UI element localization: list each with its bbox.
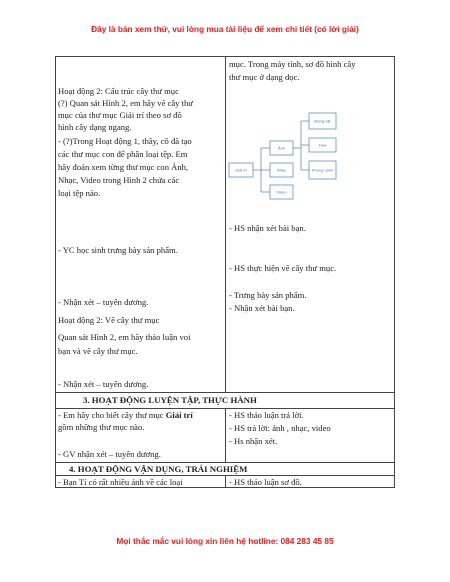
node-level1: Ảnh	[277, 145, 286, 151]
column-divider	[225, 475, 226, 488]
node-level2: Động vật	[314, 118, 331, 124]
section3-question	[58, 409, 222, 421]
present-line: - Trưng bày sản phẩm.	[229, 290, 307, 300]
section3-gv: - GV nhận xét – tuyên dương.	[58, 449, 161, 459]
draw-line: bạn và vẽ cây thư mục.	[58, 346, 138, 356]
draw-line: Quan sát Hình 2, em hãy thảo luận voi	[58, 332, 191, 342]
hs-draw: - HS thực hiện vẽ cây thư mục.	[229, 263, 337, 273]
guess-line: Nhạc, Video trong Hình 2 chứa các	[58, 175, 180, 185]
node-level2: Hoa	[318, 142, 327, 148]
question-line: (?) Quan sát Hình 2, em hãy vẽ cây thư	[58, 98, 193, 108]
activity2-title: Hoạt động 2: Cấu trúc cây thư mục	[58, 86, 179, 96]
draw-title: Hoạt động 2: Vẽ cây thư mục	[58, 315, 160, 325]
preview-banner: Đây là bản xem thử, vui lòng mua tài liệu để xem chi tiết (có lời giải)	[91, 24, 359, 34]
folder-tree-diagram	[225, 108, 395, 208]
section3-question-line2: gồm những thư mục nào.	[58, 422, 145, 432]
section3-question-text: - Em hãy cho biết cây thư mục	[58, 410, 166, 420]
section4-left: - Bạn Tí có rất nhiều ảnh về các loại	[58, 477, 183, 487]
lesson-table	[55, 56, 395, 488]
guess-line: loại tệp nào.	[58, 188, 101, 198]
section3-answer: - Hs nhận xét.	[229, 436, 278, 446]
comment-praise: - Nhận xét – tuyên dương.	[58, 379, 149, 389]
hs-comment: - HS nhận xét bài bạn.	[229, 223, 306, 233]
node-level1: Nhạc	[276, 167, 287, 173]
present-line: - Nhận xét bài bạn.	[229, 303, 295, 313]
hotline-banner: Mọi thắc mắc vui lòng xin liên hệ hotline: 084 283 45 85	[116, 536, 334, 546]
node-level2: Phong cảnh	[311, 167, 334, 173]
section4-right: - HS thảo luận sơ đồ.	[229, 477, 302, 487]
guess-line: hãy đoán xem từng thư mục con Ảnh,	[58, 162, 189, 172]
section3-answer: - HS trả lời: ảnh , nhạc, video	[229, 423, 331, 433]
column-divider	[225, 408, 226, 462]
table-border-left	[55, 56, 56, 488]
section3-answer: - HS thảo luận trả lời.	[229, 410, 304, 420]
row-divider	[55, 392, 395, 393]
intro-line: mục. Trong máy tính, sơ đồ hình cây	[229, 59, 356, 69]
node-level1: Video	[276, 189, 287, 195]
node-root: Giải trí	[235, 167, 247, 173]
section3-question-bold: Giải trí	[165, 410, 193, 420]
present-request: - YC học sinh trưng bày sản phẩm.	[58, 245, 178, 255]
question-line: hình cây dạng ngang.	[58, 122, 132, 132]
section3-heading: 3. HOẠT ĐỘNG LUYỆN TẬP, THỰC HÀNH	[83, 395, 257, 405]
comment-praise: - Nhận xét – tuyên dương.	[58, 297, 149, 307]
section4-heading: 4. HOẠT ĐỘNG VẬN DỤNG, TRẢI NGHIỆM	[69, 464, 248, 474]
column-divider	[225, 56, 226, 392]
guess-line: các thư mục con để phân loại tệp. Em	[58, 149, 188, 159]
intro-line: thư mục ở dạng dọc.	[229, 72, 300, 82]
question-line: mục của thư mục Giải trí theo sơ đồ	[58, 110, 182, 120]
guess-line: - (?)Trong Hoạt động 1, thầy, cô đã tạo	[58, 136, 192, 146]
